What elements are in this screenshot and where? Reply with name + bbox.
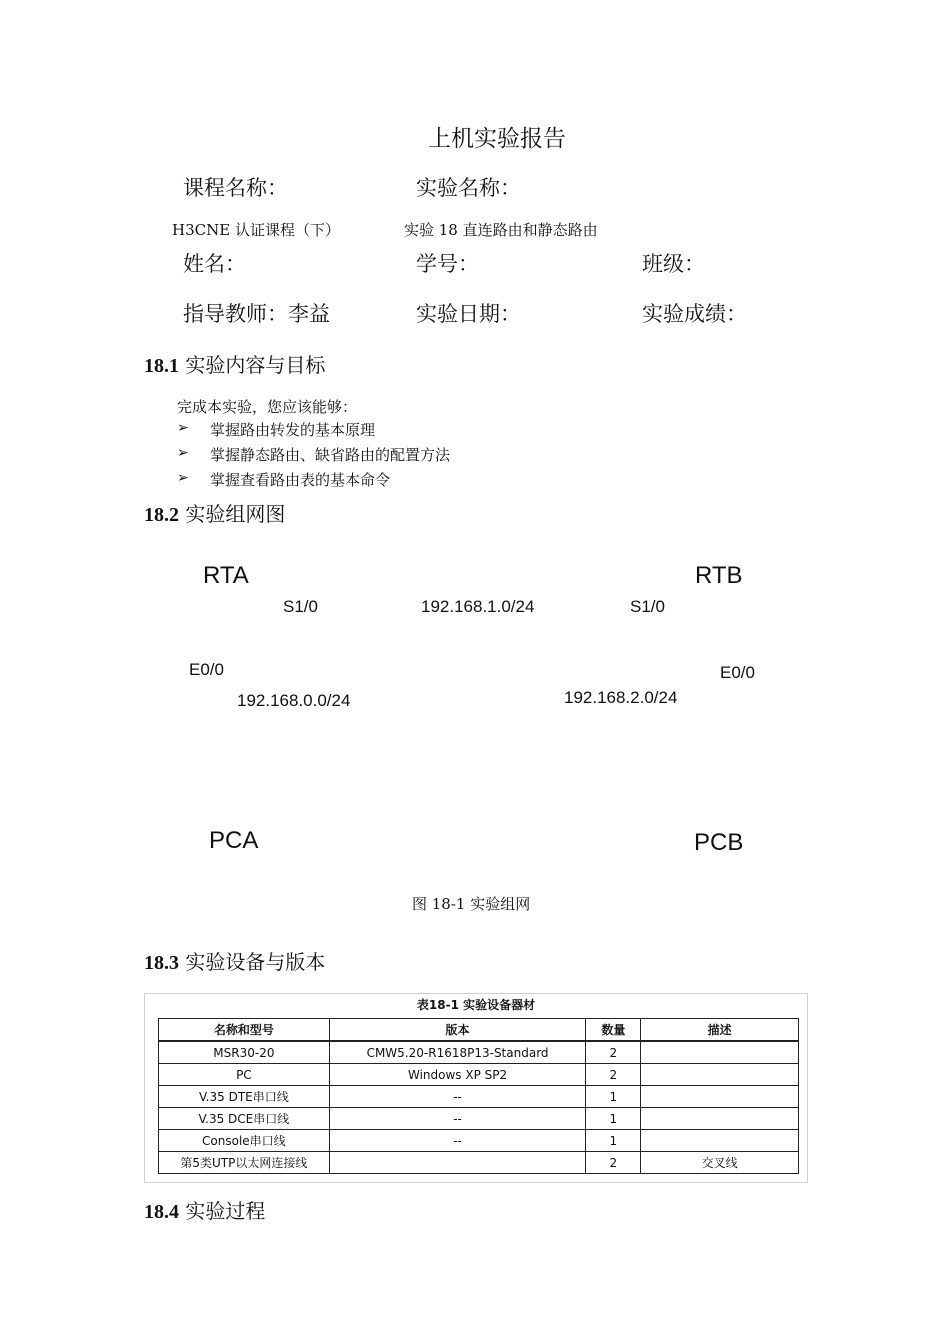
score-label: 实验成绩：	[642, 302, 747, 326]
section-heading-equipment	[144, 946, 325, 975]
figure-caption: 图 18-1 实验组网	[412, 895, 531, 913]
column-header: 名称和型号	[159, 1019, 330, 1042]
table-cell: V.35 DCE串口线	[159, 1108, 330, 1130]
list-item	[177, 470, 189, 486]
table-header-row	[159, 1019, 799, 1042]
course-name-value: H3CNE 认证课程（下）	[172, 221, 340, 239]
table-cell: 1	[586, 1108, 641, 1130]
table-cell: 1	[586, 1086, 641, 1108]
column-header: 数量	[586, 1019, 641, 1042]
rtb-serial-interface-label: S1/0	[630, 597, 665, 616]
list-item-text: 掌握静态路由、缺省路由的配置方法	[210, 446, 451, 464]
table-row	[159, 1108, 799, 1130]
table-cell: MSR30-20	[159, 1041, 330, 1064]
section-title: 实验设备与版本	[185, 950, 326, 974]
table-title: 表18-1 实验设备器材	[416, 998, 536, 1012]
section-number: 18.2	[144, 504, 179, 526]
section-heading-topology	[144, 498, 285, 527]
bullet-arrow-icon: ➢	[177, 420, 189, 436]
student-id-label: 学号：	[416, 252, 479, 276]
course-name-label: 课程名称：	[183, 176, 288, 200]
table-cell: V.35 DTE串口线	[159, 1086, 330, 1108]
experiment-name-value: 实验 18 直连路由和静态路由	[404, 221, 598, 239]
section-number: 18.3	[144, 952, 179, 974]
table-cell	[641, 1108, 799, 1130]
experiment-name-label: 实验名称：	[416, 176, 521, 200]
teacher-label: 指导教师：李益	[183, 302, 330, 326]
section-title: 实验内容与目标	[185, 353, 326, 377]
table-row	[159, 1130, 799, 1152]
section-heading-objectives	[144, 349, 325, 378]
list-item-text: 掌握路由转发的基本原理	[210, 421, 376, 439]
table-cell: --	[329, 1108, 586, 1130]
pc-pca-label: PCA	[209, 827, 259, 854]
table-cell	[641, 1130, 799, 1152]
lan-a-network-label: 192.168.0.0/24	[237, 691, 351, 710]
table-cell: Console串口线	[159, 1130, 330, 1152]
rtb-ethernet-interface-label: E0/0	[720, 663, 755, 682]
lan-b-network-label: 192.168.2.0/24	[564, 688, 678, 707]
router-rtb-label: RTB	[695, 562, 743, 589]
table-cell	[641, 1064, 799, 1086]
table-cell: CMW5.20-R1618P13-Standard	[329, 1041, 586, 1064]
table-cell: PC	[159, 1064, 330, 1086]
table-cell: --	[329, 1130, 586, 1152]
list-item	[177, 445, 189, 461]
page-title: 上机实验报告	[428, 126, 566, 152]
section-title: 实验组网图	[185, 502, 286, 526]
column-header: 版本	[329, 1019, 586, 1042]
table-cell: 2	[586, 1041, 641, 1064]
student-name-label: 姓名：	[183, 252, 246, 276]
wan-network-label: 192.168.1.0/24	[421, 597, 535, 616]
table-cell	[329, 1152, 586, 1174]
table-row	[159, 1152, 799, 1174]
table-cell: 第5类UTP以太网连接线	[159, 1152, 330, 1174]
section-number: 18.1	[144, 355, 179, 377]
table-row	[159, 1041, 799, 1064]
bullet-arrow-icon: ➢	[177, 470, 189, 486]
table-cell: 交叉线	[641, 1152, 799, 1174]
table-cell: 2	[586, 1064, 641, 1086]
table-cell	[641, 1086, 799, 1108]
table-cell	[641, 1041, 799, 1064]
table-cell: 2	[586, 1152, 641, 1174]
list-item-text: 掌握查看路由表的基本命令	[210, 471, 391, 489]
table-cell: --	[329, 1086, 586, 1108]
pc-pcb-label: PCB	[694, 829, 744, 856]
router-rta-label: RTA	[203, 562, 249, 589]
section-number: 18.4	[144, 1201, 179, 1223]
section-heading-procedure	[144, 1195, 265, 1224]
rta-ethernet-interface-label: E0/0	[189, 660, 224, 679]
rta-serial-interface-label: S1/0	[283, 597, 318, 616]
table-row	[159, 1086, 799, 1108]
section-title: 实验过程	[185, 1199, 266, 1223]
equipment-table	[158, 1018, 799, 1174]
table-cell: 1	[586, 1130, 641, 1152]
equipment-table-figure	[144, 993, 808, 1183]
table-cell: Windows XP SP2	[329, 1064, 586, 1086]
list-item	[177, 420, 189, 436]
bullet-arrow-icon: ➢	[177, 445, 189, 461]
date-label: 实验日期：	[416, 302, 521, 326]
objectives-intro: 完成本实验，您应该能够：	[177, 398, 358, 416]
class-label: 班级：	[642, 252, 705, 276]
table-row	[159, 1064, 799, 1086]
column-header: 描述	[641, 1019, 799, 1042]
